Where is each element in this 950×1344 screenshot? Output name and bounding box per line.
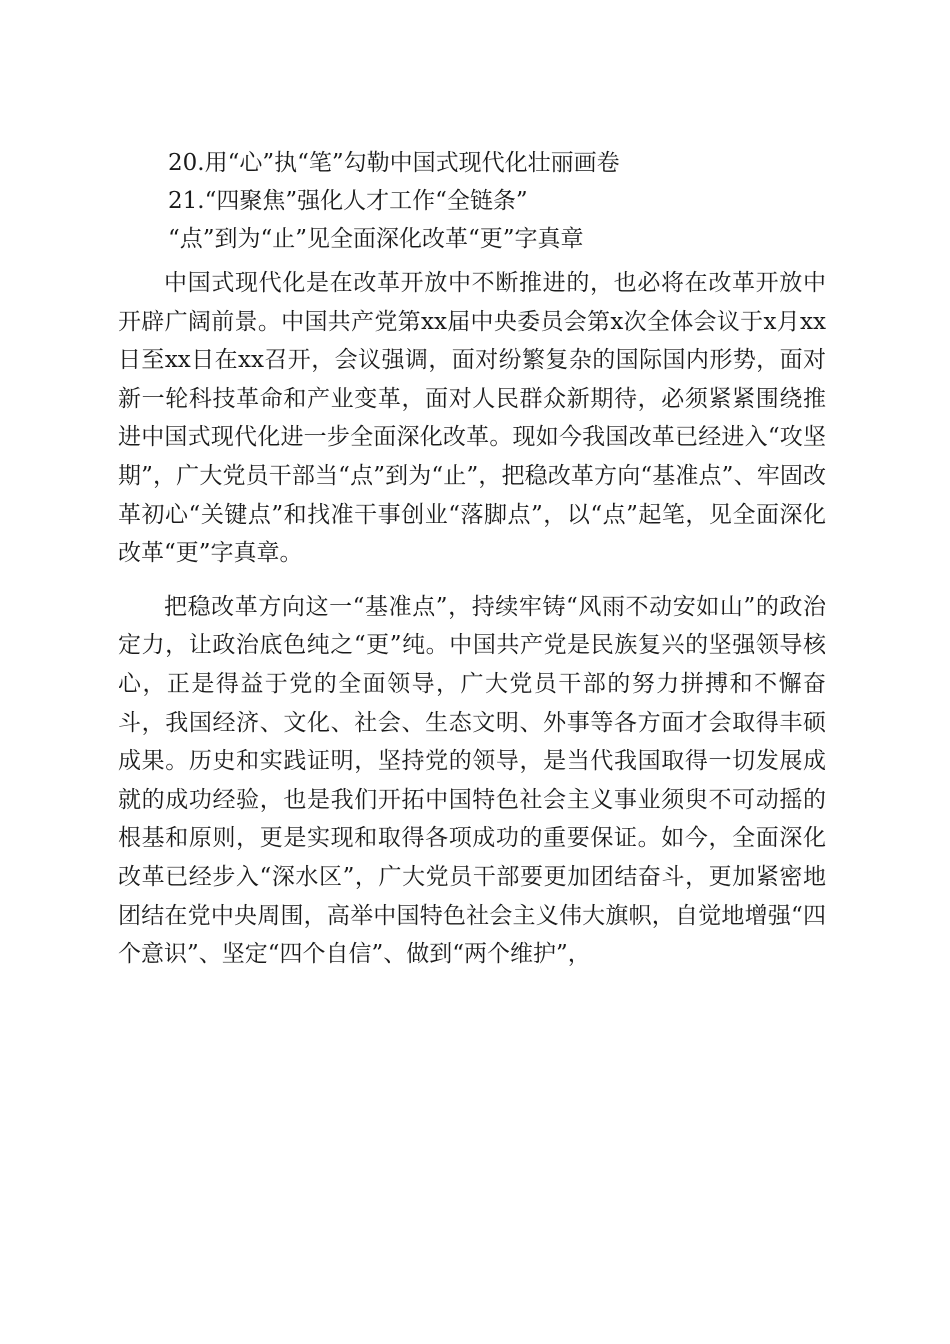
list-item-21: 21.“四聚焦”强化人才工作“全链条”	[168, 188, 528, 214]
paragraph-intro: 中国式现代化是在改革开放中不断推进的，也必将在改革开放中开辟广阔前景。中国共产党第xx届中央委员会第x次全体会议于x月xx日至xx日在xx召开，会议强调，面对纷繁复杂的国际国内形势，面对新一轮科技革命和产业变革，面对人民群众新期待，必须紧紧围绕推进中国式现代化进一步全面深化改革。现如今我国改革已经进入“攻坚期”，广大党员干部当“点”到为“止”，把稳改革方向“基准点”、牢固改革初心“关键点”和找准干事创业“落脚点”，以“点”起笔，见全面深化改革“更”字真章。	[118, 270, 826, 567]
document-body	[118, 144, 826, 974]
paragraph-political-direction: 把稳改革方向这一“基准点”，持续牢铸“风雨不动安如山”的政治定力，让政治底色纯之“更”纯。中国共产党是民族复兴的坚强领导核心，正是得益于党的全面领导，广大党员干部的努力拼搏和不懈奋斗，我国经济、文化、社会、生态文明、外事等各方面才会取得丰硕成果。历史和实践证明，坚持党的领导，是当代我国取得一切发展成就的成功经验，也是我们开拓中国特色社会主义事业须臾不可动摇的根基和原则，更是实现和取得各项成功的重要保证。如今，全面深化改革已经步入“深水区”，广大党员干部要更加团结奋斗，更加紧密地团结在党中央周围，高举中国特色社会主义伟大旗帜，自觉地增强“四个意识”、坚定“四个自信”、做到“两个维护”，	[118, 593, 826, 968]
article-title: “点”到为“止”见全面深化改革“更”字真章	[168, 226, 584, 252]
list-item-20: 20.用“心”执“笔”勾勒中国式现代化壮丽画卷	[168, 150, 620, 176]
